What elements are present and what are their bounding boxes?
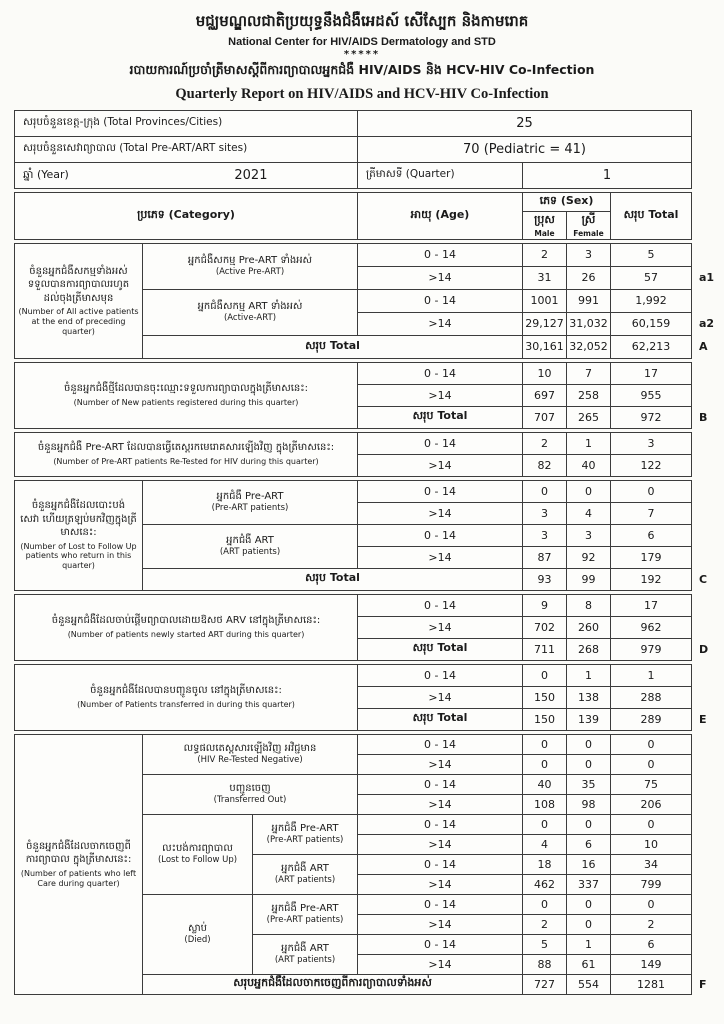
- group-label-english: (Died): [184, 935, 211, 946]
- letter-cell: [692, 664, 718, 686]
- male-value-cell: 0: [523, 664, 567, 686]
- male-value-cell: 150: [523, 708, 567, 730]
- female-value-cell: 3: [567, 524, 611, 546]
- total-value-cell: 206: [611, 794, 692, 814]
- label-line: មាសនេះ:: [60, 527, 97, 539]
- section-newly-started-art: [14, 594, 718, 661]
- female-value-cell: 98: [567, 794, 611, 814]
- male-value-cell: 4: [523, 834, 567, 854]
- letter-cell: [692, 163, 718, 189]
- male-value-cell: 2: [523, 432, 567, 454]
- letter-cell: [692, 502, 718, 524]
- male-value-cell: 31: [523, 266, 567, 289]
- letter-cell: [692, 546, 718, 568]
- letter-cell: [692, 834, 718, 854]
- section-active-patients: [14, 243, 718, 359]
- table-row: [15, 432, 718, 454]
- group-label-khmer: អ្នកជំងឺ Pre-ART: [216, 491, 284, 503]
- row-letter-a2: a2: [699, 317, 715, 330]
- age-cell: 0 - 14: [358, 894, 523, 914]
- group-label-english: (Transferred Out): [213, 795, 287, 806]
- section-b-total-label: សរុប Total: [358, 406, 523, 428]
- female-value-cell: 0: [567, 734, 611, 754]
- age-cell: 0 - 14: [358, 934, 523, 954]
- age-cell: 0 - 14: [358, 524, 523, 546]
- total-sites-label: សរុបចំនួនសេវាព្យាបាល (Total Pre-ART/ART sites): [15, 137, 358, 163]
- female-value-cell: 7: [567, 362, 611, 384]
- row-letter-F: F: [699, 977, 707, 991]
- group-label-english: (ART patients): [274, 955, 336, 966]
- age-cell: >14: [358, 384, 523, 406]
- male-value-cell: 2: [523, 914, 567, 934]
- group-label-english: (Pre-ART patients): [211, 503, 289, 514]
- male-header-khmer: ប្រុស: [534, 213, 555, 226]
- label-line: ចំនួនអ្នកជំងឺដែលចាប់ផ្តើមព្យាបាលដោយឱសថ ARV នៅក្នុងត្រីមាសនេះ:: [51, 615, 321, 627]
- letter-cell: [692, 594, 718, 616]
- transferred-out-label: [143, 774, 358, 814]
- age-header: អាយុ (Age): [358, 193, 523, 240]
- label-line: ចំនួនអ្នកជំងឺថ្មីដែលបានចុះឈ្មោះទទួលការព្យាបាលក្នុងត្រីមាសនេះ:: [63, 383, 309, 395]
- female-value-cell: 40: [567, 454, 611, 476]
- quarter-label: ត្រីមាសទី (Quarter): [358, 163, 523, 189]
- label-line: ការព្យាបាល ក្នុងត្រីមាសនេះ:: [25, 854, 132, 866]
- group-label-khmer: អ្នកជំងឺសកម្ម ART ទាំងអស់: [197, 301, 303, 313]
- table-row: [15, 362, 718, 384]
- active-art-label: [143, 289, 358, 335]
- female-value-cell: 991: [567, 289, 611, 312]
- group-label-khmer: អ្នកជំងឺ ART: [281, 943, 329, 955]
- male-value-cell: 0: [523, 734, 567, 754]
- male-value-cell: 3: [523, 502, 567, 524]
- label-line: សេវា ហើយត្រឡប់មកវិញក្នុងត្រី: [20, 513, 137, 525]
- female-value-cell: 139: [567, 708, 611, 730]
- female-value-cell: 1: [567, 432, 611, 454]
- total-value-cell: 799: [611, 874, 692, 894]
- label-line: ចំនួនអ្នកជំងឺដែលបោះបង់: [31, 500, 126, 512]
- table-row: [15, 594, 718, 616]
- group-label-khmer: លះបង់ការព្យាបាល: [162, 843, 233, 855]
- label-line-english: (Number of Pre-ART patients Re-Tested for HIV during this quarter): [53, 456, 319, 466]
- letter-cell: [692, 954, 718, 974]
- letter-cell: [692, 454, 718, 476]
- male-value-cell: 150: [523, 686, 567, 708]
- female-value-cell: 337: [567, 874, 611, 894]
- column-header-table: [14, 192, 718, 240]
- total-value-cell: 0: [611, 754, 692, 774]
- age-cell: 0 - 14: [358, 774, 523, 794]
- section-b-label: [15, 362, 358, 428]
- section-a-total-label: សរុប Total: [143, 335, 523, 358]
- section-transferred-in: [14, 664, 718, 731]
- label-line-english: (Number of patients who left Care during quarter): [20, 868, 137, 888]
- group-label-khmer: ស្លាប់: [187, 923, 208, 935]
- total-value-cell: 0: [611, 734, 692, 754]
- female-value-cell: 99: [567, 568, 611, 590]
- male-value-cell: 727: [523, 974, 567, 994]
- female-value-cell: 35: [567, 774, 611, 794]
- section-e-label: [15, 664, 358, 730]
- female-value-cell: 1: [567, 664, 611, 686]
- total-value-cell: 289: [611, 708, 692, 730]
- label-line-english: (Number of patients newly started ART during this quarter): [67, 629, 305, 639]
- total-value-cell: 7: [611, 502, 692, 524]
- total-header: សរុប Total: [611, 193, 692, 240]
- female-value-cell: 6: [567, 834, 611, 854]
- female-value-cell: 31,032: [567, 312, 611, 335]
- male-value-cell: 30,161: [523, 335, 567, 358]
- label-line: ចំនួនអ្នកជំងឺសកម្មទាំងអស់: [29, 265, 128, 277]
- total-value-cell: 972: [611, 406, 692, 428]
- year-value: 2021: [234, 168, 268, 183]
- group-label-khmer: បញ្ជូនចេញ: [229, 783, 271, 795]
- letter-cell: [692, 854, 718, 874]
- age-cell: >14: [358, 794, 523, 814]
- lost-to-follow-up-group-label: [143, 814, 253, 894]
- female-value-cell: 554: [567, 974, 611, 994]
- table-row: [15, 243, 718, 266]
- female-value-cell: 8: [567, 594, 611, 616]
- female-value-cell: 1: [567, 934, 611, 954]
- total-value-cell: 1281: [611, 974, 692, 994]
- letter-cell: [692, 734, 718, 754]
- female-value-cell: 4: [567, 502, 611, 524]
- group-label-khmer: លទ្ធផលតេស្តសារឡើងវិញ អវិជ្ជមាន: [183, 743, 317, 755]
- table-row: [15, 193, 718, 212]
- female-value-cell: 61: [567, 954, 611, 974]
- total-value-cell: 10: [611, 834, 692, 854]
- row-letter-C: C: [699, 572, 708, 586]
- label-line: ទទួលបានការព្យាបាលរហូត: [27, 279, 130, 291]
- section-c-total-label: សរុប Total: [143, 568, 523, 590]
- male-value-cell: 108: [523, 794, 567, 814]
- group-label-english: (Active Pre-ART): [215, 267, 285, 278]
- female-value-cell: 0: [567, 480, 611, 502]
- total-value-cell: 75: [611, 774, 692, 794]
- section-f-total-label: សរុបអ្នកជំងឺដែលចាកចេញពីការព្យាបាលទាំងអស់: [143, 974, 523, 994]
- org-title-english: National Center for HIV/AIDS Dermatology and STD: [228, 36, 496, 48]
- age-cell: >14: [358, 914, 523, 934]
- male-value-cell: 93: [523, 568, 567, 590]
- group-label-khmer: អ្នកជំងឺ Pre-ART: [271, 823, 339, 835]
- total-value-cell: 955: [611, 384, 692, 406]
- section-d-label: [15, 594, 358, 660]
- art-patients-label: [143, 524, 358, 568]
- section-a-left-label: [15, 243, 143, 358]
- female-value-cell: 16: [567, 854, 611, 874]
- age-cell: >14: [358, 874, 523, 894]
- letter-cell: [692, 914, 718, 934]
- group-label-english: (Pre-ART patients): [266, 835, 344, 846]
- age-cell: 0 - 14: [358, 594, 523, 616]
- female-value-cell: 0: [567, 814, 611, 834]
- female-value-cell: 268: [567, 638, 611, 660]
- table-row: [15, 734, 718, 754]
- letter-cell: [692, 289, 718, 312]
- group-label-english: (HIV Re-Tested Negative): [197, 755, 303, 766]
- letter-cell: [692, 362, 718, 384]
- pre-art-patients-label: [143, 480, 358, 524]
- letter-cell: [692, 243, 718, 266]
- org-title-khmer: មជ្ឈមណ្ឌលជាតិប្រយុទ្ធនឹងជំងឺអេដស៍ សើស្បែក និងកាមរោគ: [195, 12, 529, 30]
- report-title-english: Quarterly Report on HIV/AIDS and HCV-HIV Co-Infection: [175, 86, 549, 102]
- age-cell: >14: [358, 546, 523, 568]
- male-value-cell: 462: [523, 874, 567, 894]
- male-value-cell: 697: [523, 384, 567, 406]
- female-value-cell: 265: [567, 406, 611, 428]
- male-value-cell: 0: [523, 754, 567, 774]
- section-e-total-label: សរុប Total: [358, 708, 523, 730]
- total-value-cell: 6: [611, 524, 692, 546]
- total-value-cell: 979: [611, 638, 692, 660]
- age-cell: >14: [358, 834, 523, 854]
- total-value-cell: 6: [611, 934, 692, 954]
- total-value-cell: 60,159: [611, 312, 692, 335]
- total-value-cell: 5: [611, 243, 692, 266]
- table-row: [15, 111, 718, 137]
- female-header: [567, 212, 611, 240]
- row-letter-B: B: [699, 410, 708, 424]
- letter-cell: [692, 814, 718, 834]
- male-header: [523, 212, 567, 240]
- total-value-cell: 3: [611, 432, 692, 454]
- category-header: ប្រភេទ (Category): [15, 193, 358, 240]
- retested-negative-label: [143, 734, 358, 774]
- label-line: ចំនួនអ្នកជំងឺដែលបានបញ្ជូនចូល នៅក្នុងត្រីមាសនេះ:: [90, 685, 282, 697]
- row-letter-E: E: [699, 712, 707, 726]
- male-value-cell: 88: [523, 954, 567, 974]
- report-title-khmer: របាយការណ៍ប្រចាំត្រីមាសស្តីពីការព្យាបាលអ្នកជំងឺ HIV/AIDS និង HCV-HIV Co-Infection: [129, 62, 595, 77]
- letter-cell: [692, 137, 718, 163]
- label-line: ដល់ចុងត្រីមាសមុន: [43, 292, 114, 304]
- section-ltfu-returned: [14, 480, 718, 591]
- male-value-cell: 18: [523, 854, 567, 874]
- table-row: [15, 163, 718, 189]
- letter-cell: [692, 874, 718, 894]
- age-cell: >14: [358, 502, 523, 524]
- group-label-english: (ART patients): [219, 547, 281, 558]
- age-cell: >14: [358, 754, 523, 774]
- age-cell: 0 - 14: [358, 243, 523, 266]
- letter-cell: [692, 480, 718, 502]
- letter-cell: [692, 774, 718, 794]
- female-header-english: Female: [573, 229, 604, 238]
- male-value-cell: 0: [523, 814, 567, 834]
- total-value-cell: 0: [611, 480, 692, 502]
- total-value-cell: 57: [611, 266, 692, 289]
- died-group-label: [143, 894, 253, 974]
- male-value-cell: 0: [523, 894, 567, 914]
- total-value-cell: 149: [611, 954, 692, 974]
- male-value-cell: 29,127: [523, 312, 567, 335]
- age-cell: >14: [358, 616, 523, 638]
- female-value-cell: 32,052: [567, 335, 611, 358]
- female-value-cell: 260: [567, 616, 611, 638]
- group-label-khmer: អ្នកជំងឺសកម្ម Pre-ART ទាំងអស់: [187, 255, 313, 267]
- table-row: [15, 664, 718, 686]
- male-value-cell: 40: [523, 774, 567, 794]
- male-value-cell: 82: [523, 454, 567, 476]
- group-label-english: (Pre-ART patients): [266, 915, 344, 926]
- year-wrap: [15, 168, 357, 184]
- section-d-total-label: សរុប Total: [358, 638, 523, 660]
- total-value-cell: 1,992: [611, 289, 692, 312]
- section-new-patients: [14, 362, 718, 429]
- label-line: ចំនួនអ្នកជំងឺដែលចាកចេញពី: [26, 840, 131, 852]
- total-value-cell: 192: [611, 568, 692, 590]
- age-cell: 0 - 14: [358, 734, 523, 754]
- total-value-cell: 34: [611, 854, 692, 874]
- male-value-cell: 0: [523, 480, 567, 502]
- died-pre-art-label: [253, 894, 358, 934]
- female-value-cell: 138: [567, 686, 611, 708]
- label-line-english: (Number of All active patients at the end of preceding quarter): [18, 307, 139, 336]
- group-label-english: (Active-ART): [223, 313, 277, 324]
- female-value-cell: 0: [567, 914, 611, 934]
- age-cell: >14: [358, 954, 523, 974]
- male-value-cell: 702: [523, 616, 567, 638]
- label-line-english: (Number of New patients registered during this quarter): [73, 397, 299, 407]
- label-line: ចំនួនអ្នកជំងឺ Pre-ART ដែលបានធ្វើតេស្តរកមេរោគសារឡើងវិញ ក្នុងត្រីមាសនេះ:: [37, 442, 335, 454]
- active-pre-art-label: [143, 243, 358, 289]
- male-value-cell: 2: [523, 243, 567, 266]
- total-value-cell: 0: [611, 894, 692, 914]
- group-label-english: (Lost to Follow Up): [157, 855, 238, 866]
- age-cell: 0 - 14: [358, 814, 523, 834]
- age-cell: >14: [358, 312, 523, 335]
- male-value-cell: 707: [523, 406, 567, 428]
- total-provinces-value: 25: [358, 111, 692, 137]
- letter-cell: [692, 754, 718, 774]
- total-value-cell: 0: [611, 814, 692, 834]
- total-value-cell: 2: [611, 914, 692, 934]
- male-value-cell: 10: [523, 362, 567, 384]
- section-pre-art-retested: [14, 432, 718, 477]
- letter-cell: [692, 384, 718, 406]
- female-value-cell: 258: [567, 384, 611, 406]
- female-value-cell: 0: [567, 894, 611, 914]
- female-value-cell: 0: [567, 754, 611, 774]
- total-value-cell: 962: [611, 616, 692, 638]
- female-value-cell: 3: [567, 243, 611, 266]
- male-header-english: Male: [534, 229, 555, 238]
- group-label-english: (ART patients): [274, 875, 336, 886]
- male-value-cell: 1001: [523, 289, 567, 312]
- section-left-care: [14, 734, 718, 995]
- died-art-label: [253, 934, 358, 974]
- section-b2-label: [15, 432, 358, 476]
- label-line-english: (Number of Lost to Follow Up patients who return in this quarter): [20, 541, 137, 571]
- quarter-value: 1: [523, 163, 692, 189]
- letter-cell: [692, 934, 718, 954]
- section-f-left-label: [15, 734, 143, 994]
- male-value-cell: 87: [523, 546, 567, 568]
- male-value-cell: 5: [523, 934, 567, 954]
- label-line-english: (Number of Patients transferred in during this quarter): [77, 699, 295, 709]
- row-letter-A: A: [699, 340, 708, 353]
- total-value-cell: 1: [611, 664, 692, 686]
- age-cell: 0 - 14: [358, 854, 523, 874]
- sex-header: ភេទ (Sex): [523, 193, 611, 212]
- female-value-cell: 92: [567, 546, 611, 568]
- group-label-khmer: អ្នកជំងឺ ART: [281, 863, 329, 875]
- female-value-cell: 26: [567, 266, 611, 289]
- group-label-khmer: អ្នកជំងឺ ART: [226, 535, 274, 547]
- table-row: [15, 137, 718, 163]
- male-value-cell: 9: [523, 594, 567, 616]
- total-value-cell: 179: [611, 546, 692, 568]
- letter-cell: [692, 432, 718, 454]
- table-row: [15, 480, 718, 502]
- letter-cell: [692, 524, 718, 546]
- letter-cell: [692, 193, 718, 240]
- male-value-cell: 711: [523, 638, 567, 660]
- age-cell: 0 - 14: [358, 480, 523, 502]
- age-cell: >14: [358, 686, 523, 708]
- total-value-cell: 17: [611, 362, 692, 384]
- letter-cell: [692, 894, 718, 914]
- age-cell: 0 - 14: [358, 362, 523, 384]
- total-sites-value: 70 (Pediatric = 41): [358, 137, 692, 163]
- letter-cell: [692, 686, 718, 708]
- divider-stars: *****: [343, 49, 381, 60]
- year-label: ឆ្នាំ (Year): [23, 167, 69, 181]
- age-cell: 0 - 14: [358, 664, 523, 686]
- total-value-cell: 288: [611, 686, 692, 708]
- letter-cell: [692, 111, 718, 137]
- age-cell: >14: [358, 454, 523, 476]
- age-cell: >14: [358, 266, 523, 289]
- female-header-khmer: ស្រី: [581, 213, 596, 226]
- summary-table: [14, 110, 718, 189]
- letter-cell: [692, 616, 718, 638]
- letter-cell: [692, 794, 718, 814]
- total-value-cell: 122: [611, 454, 692, 476]
- section-c-left-label: [15, 480, 143, 590]
- ltfu-art-label: [253, 854, 358, 894]
- age-cell: 0 - 14: [358, 289, 523, 312]
- row-letter-a1: a1: [699, 271, 715, 284]
- total-provinces-label: សរុបចំនួនខេត្ត-ក្រុង (Total Provinces/Cities): [15, 111, 358, 137]
- group-label-khmer: អ្នកជំងឺ Pre-ART: [271, 903, 339, 915]
- row-letter-D: D: [699, 642, 709, 656]
- report-header: [0, 0, 724, 103]
- total-value-cell: 62,213: [611, 335, 692, 358]
- ltfu-pre-art-label: [253, 814, 358, 854]
- year-cell: [15, 163, 358, 189]
- male-value-cell: 3: [523, 524, 567, 546]
- age-cell: 0 - 14: [358, 432, 523, 454]
- total-value-cell: 17: [611, 594, 692, 616]
